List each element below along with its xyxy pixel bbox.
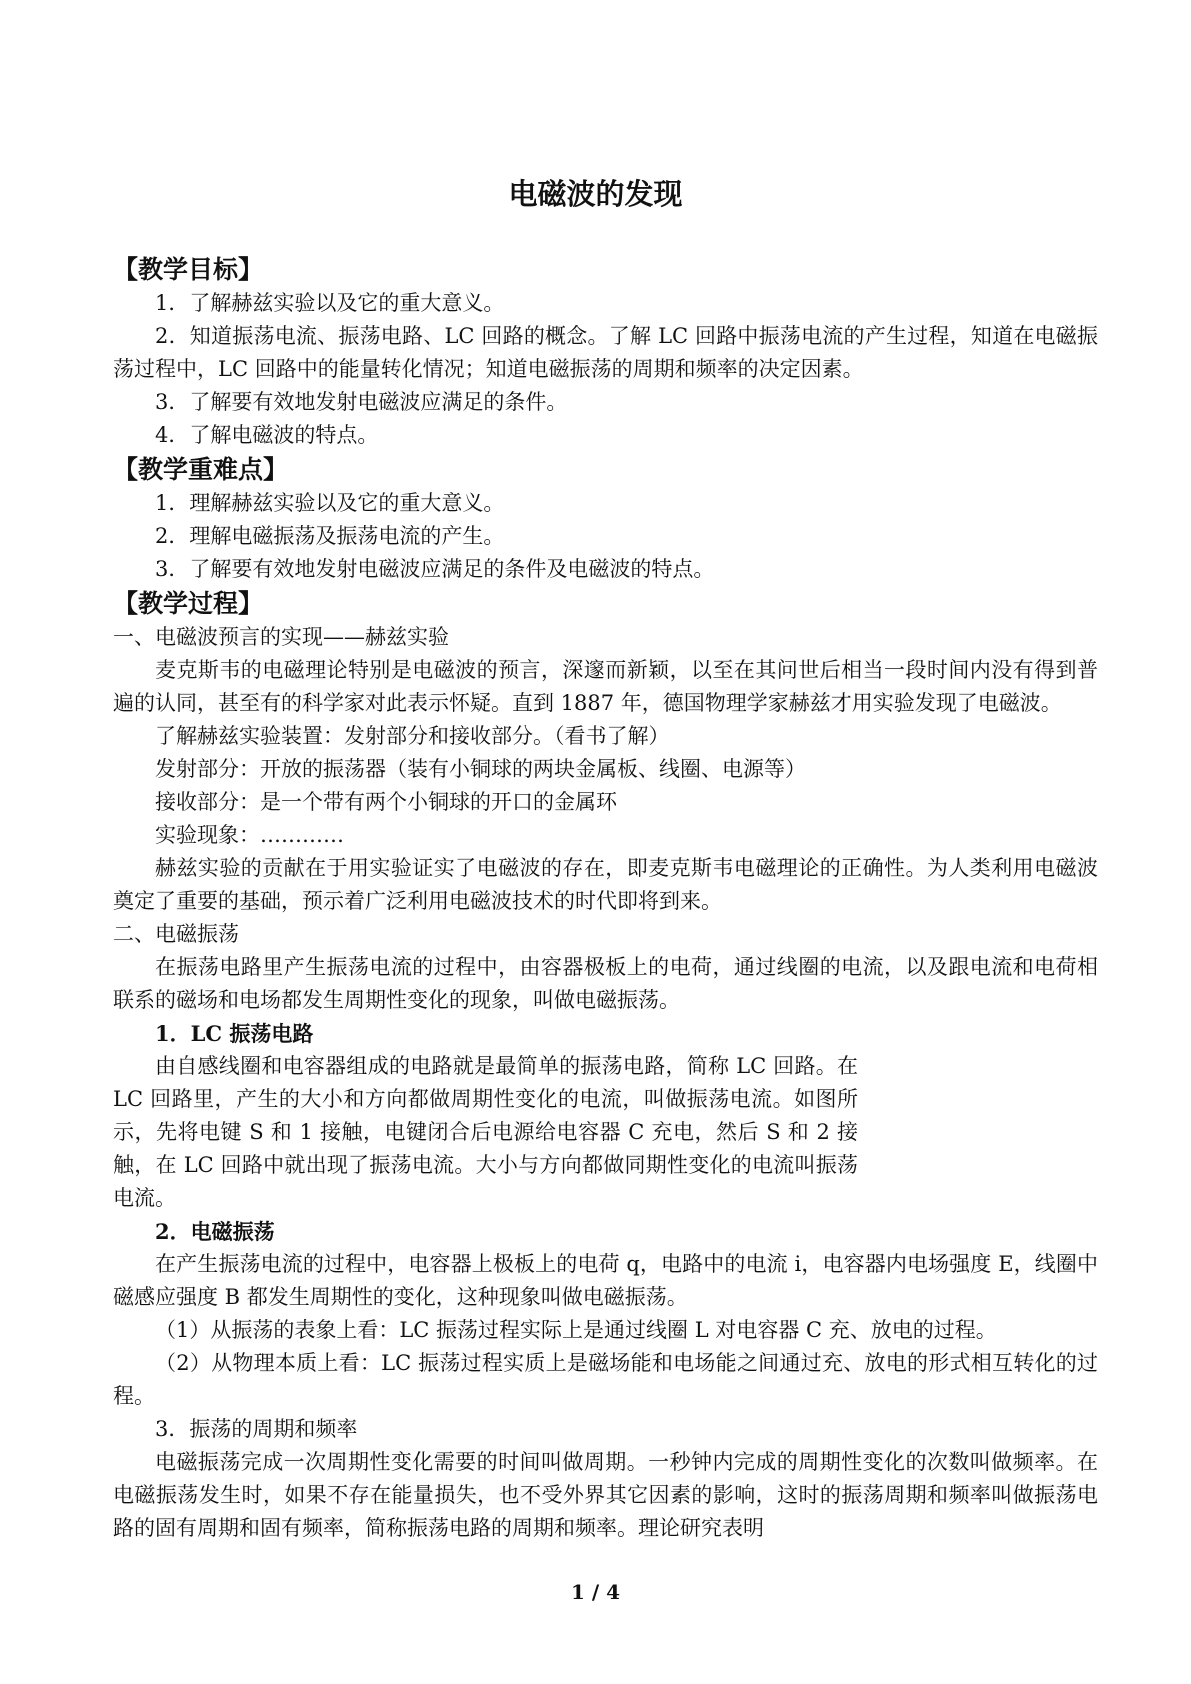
subsection-title-lc-circuit: 1．LC 振荡电路	[155, 1021, 314, 1046]
objectives-heading: 【教学目标】	[113, 255, 264, 284]
objective-item: 2．知道振荡电流、振荡电路、LC 回路的概念。了解 LC 回路中振荡电流的产生过程，知道在电磁振荡过程中，LC 回路中的能量转化情况；知道电磁振荡的周期和频率的决定因素。	[113, 324, 1098, 381]
paragraph: 在产生振荡电流的过程中，电容器上极板上的电荷 q，电路中的电流 i，电容器内电场强度 E，线圈中磁感应强度 B 都发生周期性的变化，这种现象叫做电磁振荡。	[113, 1252, 1098, 1309]
key-point-item: 3．了解要有效地发射电磁波应满足的条件及电磁波的特点。	[155, 557, 715, 581]
key-point-item: 2．理解电磁振荡及振荡电流的产生。	[155, 524, 505, 548]
paragraph: 在振荡电路里产生振荡电流的过程中，由容器极板上的电荷，通过线圈的电流，以及跟电流和电荷相联系的磁场和电场都发生周期性变化的现象，叫做电磁振荡。	[113, 955, 1098, 1012]
paragraph: 实验现象：…………	[155, 823, 344, 847]
paragraph: 麦克斯韦的电磁理论特别是电磁波的预言，深邃而新颖，以至在其问世后相当一段时间内没有得到普遍的认同，甚至有的科学家对此表示怀疑。直到 1887 年，德国物理学家赫兹才用实验发现了电磁波。	[113, 658, 1098, 715]
paragraph: 电磁振荡完成一次周期性变化需要的时间叫做周期。一秒钟内完成的周期性变化的次数叫做频率。在电磁振荡发生时，如果不存在能量损失，也不受外界其它因素的影响，这时的振荡周期和频率叫做振荡电路的固有周期和固有频率，简称振荡电路的周期和频率。理论研究表明	[113, 1450, 1098, 1540]
paragraph: 接收部分：是一个带有两个小铜球的开口的金属环	[155, 790, 617, 814]
document-body	[113, 252, 1098, 1545]
paragraph: 发射部分：开放的振荡器（装有小铜球的两块金属板、线圈、电源等）	[155, 757, 806, 781]
objective-item: 3．了解要有效地发射电磁波应满足的条件。	[155, 390, 568, 414]
process-heading: 【教学过程】	[113, 589, 264, 618]
paragraph: 由自感线圈和电容器组成的电路就是最简单的振荡电路，简称 LC 回路。在 LC 回路里，产生的大小和方向都做周期性变化的电流，叫做振荡电流。如图所示，先将电键 S 和 1 接触，电键闭合后电源给电容器 C 充电，然后 S 和 2 接触，在 LC 回路中就出现了振荡电流。大小与方向都做同期性变化的电流叫振荡电流。	[113, 1054, 858, 1210]
key-point-item: 1．理解赫兹实验以及它的重大意义。	[155, 491, 505, 515]
paragraph: （2）从物理本质上看：LC 振荡过程实质上是磁场能和电场能之间通过充、放电的形式相互转化的过程。	[113, 1351, 1098, 1408]
objective-item: 4．了解电磁波的特点。	[155, 423, 379, 447]
paragraph: 赫兹实验的贡献在于用实验证实了电磁波的存在，即麦克斯韦电磁理论的正确性。为人类利用电磁波奠定了重要的基础，预示着广泛利用电磁波技术的时代即将到来。	[113, 856, 1098, 913]
objective-item: 1．了解赫兹实验以及它的重大意义。	[155, 291, 505, 315]
section-1-title: 一、电磁波预言的实现——赫兹实验	[113, 625, 449, 649]
subsection-title-period: 3．振荡的周期和频率	[155, 1417, 358, 1441]
paragraph: 了解赫兹实验装置：发射部分和接收部分。（看书了解）	[155, 724, 670, 748]
page-number: 1 / 4	[570, 1580, 621, 1604]
page-title: 电磁波的发现	[508, 177, 683, 211]
subsection-title-oscillation: 2．电磁振荡	[155, 1219, 275, 1244]
paragraph: （1）从振荡的表象上看：LC 振荡过程实际上是通过线圈 L 对电容器 C 充、放电的过程。	[155, 1318, 997, 1342]
section-2-title: 二、电磁振荡	[113, 922, 239, 946]
key-points-heading: 【教学重难点】	[113, 455, 289, 484]
